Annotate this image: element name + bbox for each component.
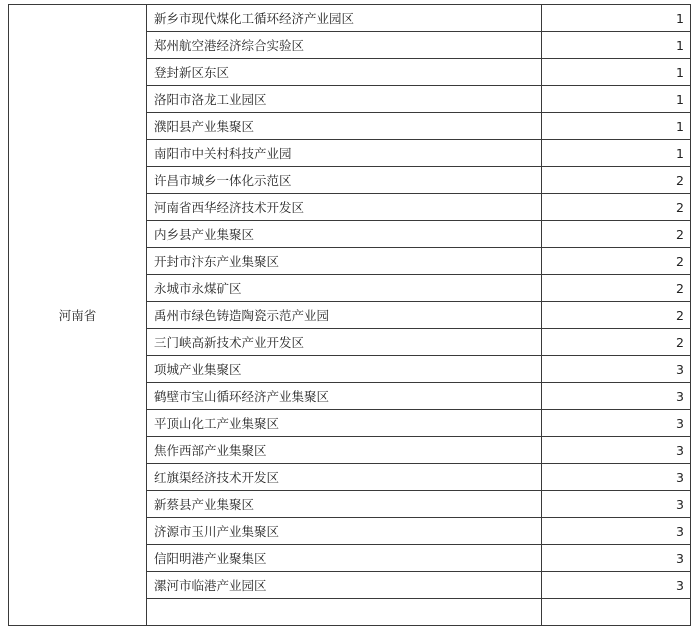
park-name-cell: 郑州航空港经济综合实验区	[147, 32, 542, 59]
value-cell: 1	[542, 113, 691, 140]
park-name-cell: 禹州市绿色铸造陶瓷示范产业园	[147, 302, 542, 329]
park-name-cell: 红旗渠经济技术开发区	[147, 464, 542, 491]
empty-cell	[147, 599, 542, 626]
park-name-cell: 漯河市临港产业园区	[147, 572, 542, 599]
value-cell: 3	[542, 437, 691, 464]
province-cell: 河南省	[9, 5, 147, 626]
park-name-cell: 内乡县产业集聚区	[147, 221, 542, 248]
value-cell: 2	[542, 221, 691, 248]
park-name-cell: 河南省西华经济技术开发区	[147, 194, 542, 221]
park-name-cell: 新乡市现代煤化工循环经济产业园区	[147, 5, 542, 32]
value-cell: 3	[542, 491, 691, 518]
park-name-cell: 南阳市中关村科技产业园	[147, 140, 542, 167]
park-name-cell: 永城市永煤矿区	[147, 275, 542, 302]
park-name-cell: 濮阳县产业集聚区	[147, 113, 542, 140]
park-name-cell: 三门峡高新技术产业开发区	[147, 329, 542, 356]
park-name-cell: 信阳明港产业聚集区	[147, 545, 542, 572]
park-name-cell: 洛阳市洛龙工业园区	[147, 86, 542, 113]
value-cell: 3	[542, 572, 691, 599]
value-cell: 1	[542, 59, 691, 86]
value-cell: 2	[542, 167, 691, 194]
value-cell: 3	[542, 464, 691, 491]
park-table	[8, 4, 691, 626]
value-cell: 3	[542, 383, 691, 410]
value-cell: 1	[542, 86, 691, 113]
value-cell: 2	[542, 194, 691, 221]
value-cell: 3	[542, 410, 691, 437]
value-cell: 3	[542, 545, 691, 572]
park-name-cell: 焦作西部产业集聚区	[147, 437, 542, 464]
table-body	[9, 5, 691, 626]
park-name-cell: 鹤壁市宝山循环经济产业集聚区	[147, 383, 542, 410]
value-cell: 1	[542, 5, 691, 32]
value-cell: 2	[542, 329, 691, 356]
park-name-cell: 项城产业集聚区	[147, 356, 542, 383]
park-name-cell: 开封市汴东产业集聚区	[147, 248, 542, 275]
value-cell: 2	[542, 275, 691, 302]
value-cell: 1	[542, 140, 691, 167]
value-cell: 3	[542, 356, 691, 383]
park-name-cell: 济源市玉川产业集聚区	[147, 518, 542, 545]
value-cell: 1	[542, 32, 691, 59]
table-row	[9, 5, 691, 32]
value-cell: 2	[542, 302, 691, 329]
park-name-cell: 登封新区东区	[147, 59, 542, 86]
park-name-cell: 平顶山化工产业集聚区	[147, 410, 542, 437]
park-name-cell: 新蔡县产业集聚区	[147, 491, 542, 518]
park-name-cell: 许昌市城乡一体化示范区	[147, 167, 542, 194]
empty-cell	[542, 599, 691, 626]
value-cell: 2	[542, 248, 691, 275]
value-cell: 3	[542, 518, 691, 545]
